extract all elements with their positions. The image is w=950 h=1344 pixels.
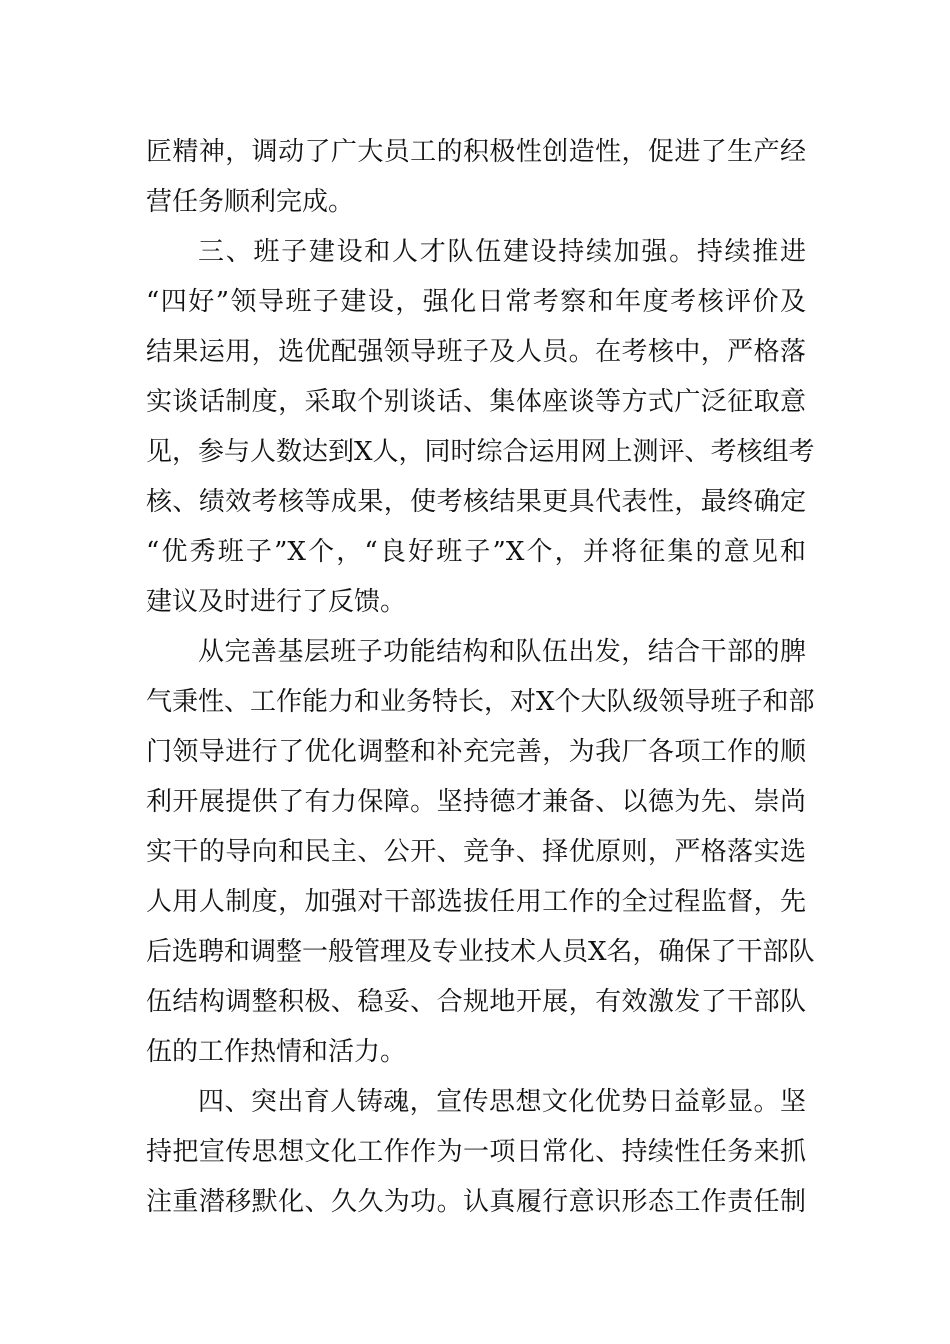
text-line: 注重潜移默化、久久为功。认真履行意识形态工作责任制 — [146, 1187, 806, 1217]
text-line: 核、绩效考核等成果，使考核结果更具代表性，最终确定 — [146, 487, 806, 517]
text-line: 气秉性、工作能力和业务特长，对X个大队级领导班子和部 — [146, 687, 815, 717]
text-line: 匠精神，调动了广大员工的积极性创造性，促进了生产经 — [146, 137, 806, 167]
text-line: 人用人制度，加强对干部选拔任用工作的全过程监督，先 — [146, 887, 806, 917]
text-line: 实干的导向和民主、公开、竞争、择优原则，严格落实选 — [146, 837, 806, 867]
text-line: 伍的工作热情和活力。 — [146, 1037, 407, 1067]
text-line: 持把宣传思想文化工作作为一项日常化、持续性任务来抓 — [146, 1137, 806, 1167]
text-line: 伍结构调整积极、稳妥、合规地开展，有效激发了干部队 — [146, 987, 806, 1017]
text-line: “四好”领导班子建设，强化日常考察和年度考核评价及 — [146, 287, 806, 317]
text-line: 营任务顺利完成。 — [146, 187, 355, 217]
text-line: 门领导进行了优化调整和补充完善，为我厂各项工作的顺 — [146, 737, 806, 767]
text-line: “优秀班子”X个，“良好班子”X个，并将征集的意见和 — [146, 537, 806, 567]
paragraph-heading-four: 四、突出育人铸魂，宣传思想文化优势日益彰显。坚 — [198, 1087, 806, 1117]
text-line: 利开展提供了有力保障。坚持德才兼备、以德为先、崇尚 — [146, 787, 806, 817]
paragraph-start: 从完善基层班子功能结构和队伍出发，结合干部的脾 — [198, 637, 806, 667]
text-line: 实谈话制度，采取个别谈话、集体座谈等方式广泛征取意 — [146, 387, 806, 417]
text-line: 建议及时进行了反馈。 — [146, 587, 407, 617]
text-line: 后选聘和调整一般管理及专业技术人员X名，确保了干部队 — [146, 937, 815, 967]
text-line: 结果运用，选优配强领导班子及人员。在考核中，严格落 — [146, 337, 806, 367]
text-line: 见，参与人数达到X人，同时综合运用网上测评、考核组考 — [146, 437, 815, 467]
paragraph-heading-three: 三、班子建设和人才队伍建设持续加强。持续推进 — [198, 237, 806, 267]
